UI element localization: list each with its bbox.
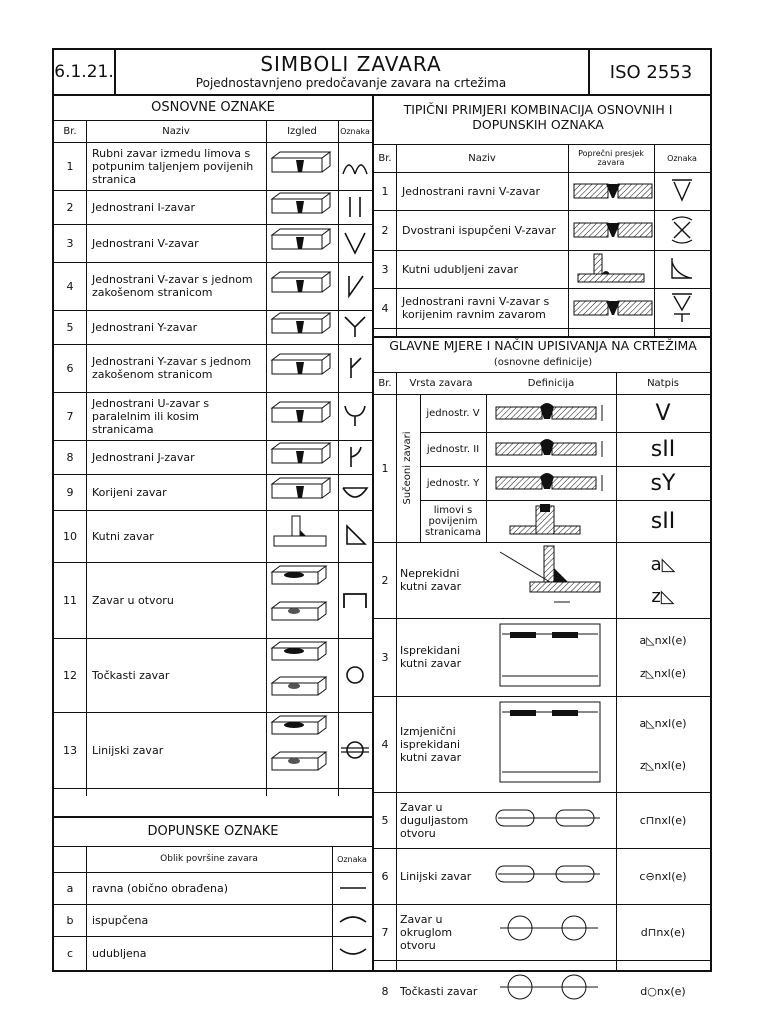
supp-row-no: b: [66, 913, 74, 927]
weld-appearance-10: [268, 510, 336, 562]
fillet-definition-6: [490, 848, 614, 904]
weld-appearance-7: [268, 392, 336, 440]
combo-row-no: 1: [381, 184, 389, 198]
combo-row-name: Jednostrani ravni V-zavar s korijenim ravnim zavarom: [402, 295, 550, 321]
supp-row-name: ispupčena: [92, 913, 149, 927]
butt-weld-label: sII: [650, 436, 676, 462]
basic-col-mark: Oznaka: [340, 126, 370, 136]
combo-section-title: TIPIČNI PRIMJERI KOMBINACIJA OSNOVNIH I DOPUNSKIH OZNAKA: [403, 102, 673, 132]
dims-title-note: (osnovne definicije): [493, 357, 593, 368]
fillet-definition-2: [490, 542, 614, 618]
weld-appearance-4: [268, 262, 336, 310]
dims-row-name: Linijski zavar: [400, 869, 472, 883]
dims-col-label: Natpis: [647, 377, 679, 389]
basic-row-name: Jednostrani V-zavar s jednom zakošenom stranicom: [92, 273, 253, 299]
combo-symbol-icon-3: [662, 252, 702, 286]
combo-col-name: Naziv: [468, 152, 496, 164]
combo-row-name: Jednostrani ravni V-zavar: [402, 184, 540, 198]
basic-row-name: Točkasti zavar: [92, 668, 170, 682]
supp-section-title: DOPUNSKE OZNAKE: [147, 824, 279, 839]
concave-surface-icon: [336, 939, 370, 967]
dims-row-name: Zavar u duguljastom otvoru: [400, 800, 469, 840]
dims-row-label: a◺nxl(e): [639, 716, 687, 730]
dims-row-no: 2: [381, 573, 389, 587]
supp-row-no: c: [66, 946, 74, 960]
basic-row-no: 5: [66, 320, 74, 334]
dims-row-name: Neprekidni kutni zavar: [400, 567, 462, 593]
combo-symbol-icon-1: [662, 174, 702, 208]
basic-row-name: Jednostrani I-zavar: [92, 200, 196, 214]
basic-row-no: 6: [66, 361, 74, 375]
dims-row-no: 4: [381, 737, 389, 751]
butt-weld-type: limovi s povijenim stranicama: [425, 504, 481, 538]
dims-row-label: c⊖nxl(e): [639, 869, 687, 883]
U-symbol-icon: [339, 402, 371, 430]
dims-row-label: d○nx(e): [640, 984, 686, 998]
weld-appearance-9: [268, 474, 336, 510]
page-title: SIMBOLI ZAVARA: [260, 52, 442, 76]
butt-weld-definition-2: [490, 432, 614, 466]
convex-surface-icon: [336, 906, 370, 934]
dims-row-name: Izmjenični isprekidani kutni zavar: [400, 724, 462, 764]
combo-row-name: Kutni udubljeni zavar: [402, 262, 519, 276]
basic-row-no: 8: [66, 450, 74, 464]
butt-weld-definition-3: [490, 466, 614, 500]
combo-section-4: [570, 288, 654, 328]
basic-row-no: 12: [63, 668, 77, 682]
weld-appearance-13: [268, 712, 336, 788]
supp-row-name: ravna (obično obrađena): [92, 881, 229, 895]
dims-row-no: 5: [381, 813, 389, 827]
symbol-sheet: [52, 48, 712, 998]
dims-row-label: a◺nxl(e): [639, 634, 687, 647]
butt-weld-definition-4: [490, 500, 614, 542]
dims-title: GLAVNE MJERE I NAČIN UPISIVANJA NA CRTEŽIMA: [389, 338, 697, 353]
basic-row-name: Jednostrani Y-zavar: [92, 320, 198, 334]
weld-appearance-5: [268, 310, 336, 344]
butt-weld-label: sY: [650, 470, 676, 496]
dims-row-label-2: z◺nxl(e): [639, 667, 687, 680]
basic-row-no: 1: [66, 159, 74, 173]
fillet-definition-3: [490, 618, 614, 696]
weld-appearance-3: [268, 224, 336, 262]
basic-col-no: Br.: [63, 125, 77, 137]
weld-appearance-11: [268, 562, 336, 638]
dims-col-def: Definicija: [527, 377, 575, 389]
combo-row-name: Dvostrani ispupčeni V-zavar: [402, 223, 556, 237]
butt-weld-type: jednostr. V: [426, 407, 480, 419]
basic-row-no: 11: [63, 593, 77, 607]
basic-row-no: 4: [66, 279, 74, 293]
weld-appearance-2: [268, 190, 336, 224]
basic-section-title: OSNOVNE OZNAKE: [151, 100, 275, 115]
basic-row-name: Jednostrani V-zavar: [92, 236, 199, 250]
basic-row-name: Jednostrani Y-zavar s jednom zakošenom stranicom: [92, 355, 252, 381]
dims-row-label: c⊓nxl(e): [639, 813, 687, 827]
dims-row-name: Isprekidani kutni zavar: [400, 644, 462, 670]
root-symbol-icon: [339, 478, 371, 506]
basic-row-no: 10: [63, 529, 77, 543]
dims-row-name: Zavar u okruglom otvoru: [400, 912, 453, 952]
I-symbol-icon: [339, 193, 371, 221]
Y-symbol-icon: [339, 313, 371, 341]
dims-row-label-2: z◺nxl(e): [639, 758, 687, 772]
dims-row-no: 1: [381, 461, 389, 475]
supp-row-name: udubljena: [92, 946, 147, 960]
supp-col-mark: Oznaka: [337, 854, 367, 864]
basic-row-name: Zavar u otvoru: [92, 593, 174, 607]
combo-row-no: 2: [381, 223, 389, 237]
dims-row-label-2: z◺: [651, 585, 675, 607]
dims-row-no: 6: [381, 869, 389, 883]
dims-section-title: [380, 338, 706, 370]
combo-symbol-icon-4: [662, 290, 702, 326]
weld-appearance-8: [268, 440, 336, 474]
basic-row-no: 7: [66, 409, 74, 423]
dims-row-no: 7: [381, 925, 389, 939]
header: [54, 50, 710, 96]
spot-symbol-icon: [339, 661, 371, 689]
slot-symbol-icon: [339, 586, 371, 614]
basic-row-name: Linijski zavar: [92, 743, 164, 757]
dims-row-label: a◺: [650, 553, 676, 575]
combo-col-no: Br.: [378, 152, 392, 164]
dims-col-type: Vrsta zavara: [409, 377, 473, 389]
butt-weld-type: jednostr. Y: [426, 477, 480, 489]
basic-row-name: Rubni zavar izmedu limova s potpunim taljenjem povijenih stranica: [92, 146, 254, 186]
combo-section-1: [570, 172, 654, 210]
fillet-symbol-icon: [339, 522, 371, 550]
weld-appearance-1: [268, 142, 336, 190]
basic-row-name: Kutni zavar: [92, 529, 154, 543]
flange-symbol-icon: [339, 152, 371, 180]
fillet-definition-5: [490, 792, 614, 848]
fillet-definition-7: [490, 904, 614, 960]
V-symbol-icon: [339, 229, 371, 257]
section-number: 6.1.21.: [54, 50, 116, 94]
butt-weld-type: jednostr. II: [426, 443, 480, 455]
basic-row-no: 9: [66, 485, 74, 499]
butt-welds-group-label: Sučeoni zavari: [401, 431, 413, 505]
J-symbol-icon: [339, 443, 371, 471]
bevel-symbol-icon: [339, 272, 371, 300]
basic-row-name: Jednostrani U-zavar s paralelnim ili kosim stranicama: [92, 396, 210, 436]
dims-row-name: Točkasti zavar: [400, 984, 478, 998]
supp-row-no: a: [66, 881, 74, 895]
combo-section-3: [570, 250, 654, 288]
page-subtitle: Pojednostavnjeno predočavanje zavara na crtežima: [195, 76, 507, 90]
basic-row-no: 13: [63, 743, 77, 757]
halfY-symbol-icon: [339, 354, 371, 382]
dims-row-no: 8: [381, 984, 389, 998]
combo-section-2: [570, 210, 654, 250]
basic-col-look: Izgled: [287, 125, 317, 137]
dims-row-label: d⊓nx(e): [640, 925, 686, 939]
combo-col-section: Poprečni presjek zavara: [578, 149, 644, 167]
dims-row-no: 3: [381, 650, 389, 664]
basic-row-name: Korijeni zavar: [92, 485, 167, 499]
butt-weld-definition-1: [490, 394, 614, 432]
combo-row-no: 3: [381, 262, 389, 276]
dims-col-no: Br.: [378, 377, 392, 389]
fillet-definition-8: [490, 960, 614, 1022]
basic-row-name: Jednostrani J-zavar: [92, 450, 195, 464]
combo-row-no: 4: [381, 301, 389, 315]
weld-appearance-12: [268, 638, 336, 712]
fillet-definition-4: [490, 696, 614, 792]
basic-row-no: 3: [66, 236, 74, 250]
supp-col-shape: Oblik površine zavara: [160, 853, 258, 864]
seam-symbol-icon: [339, 736, 371, 764]
weld-appearance-6: [268, 344, 336, 392]
combo-symbol-icon-2: [662, 212, 702, 248]
basic-row-no: 2: [66, 200, 74, 214]
combo-col-mark: Oznaka: [667, 153, 697, 163]
flat-surface-icon: [336, 874, 370, 902]
standard-label: ISO 2553: [588, 50, 712, 94]
butt-weld-label: V: [655, 400, 671, 426]
basic-col-name: Naziv: [162, 125, 190, 137]
butt-weld-label: sII: [650, 508, 676, 534]
